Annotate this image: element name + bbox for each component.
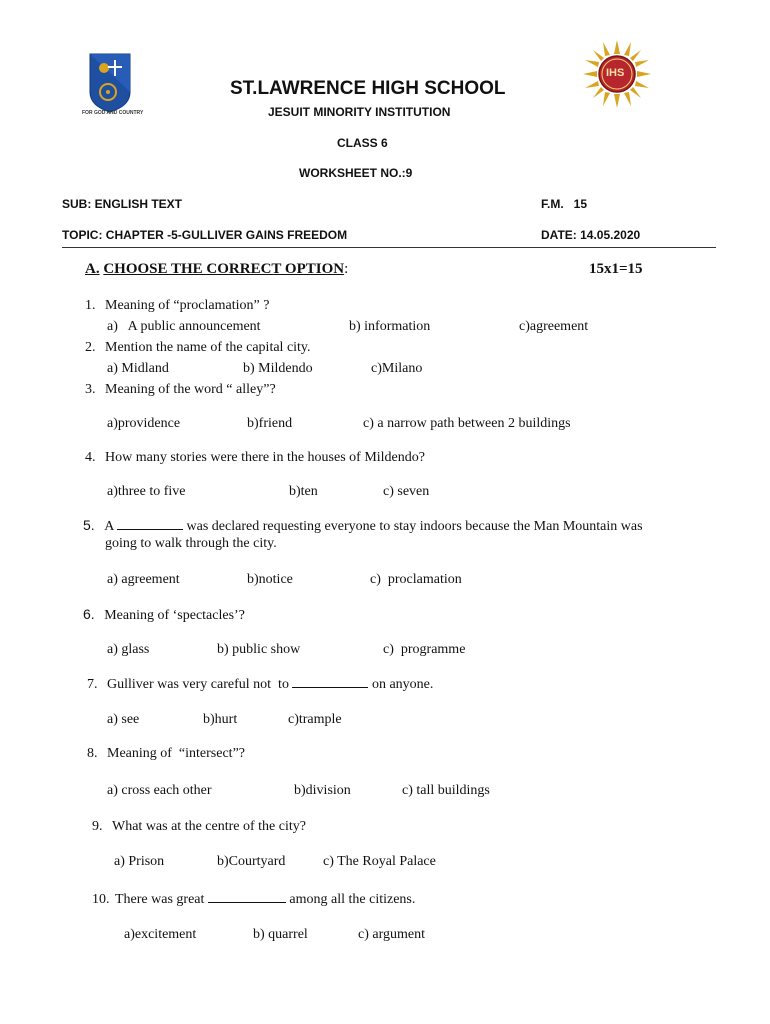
q5-option-c: c) proclamation bbox=[370, 572, 462, 587]
institution-label: JESUIT MINORITY INSTITUTION bbox=[268, 105, 451, 119]
question-4 bbox=[85, 450, 425, 466]
question-text: What was at the centre of the city? bbox=[112, 819, 306, 834]
question-text-start: There was great bbox=[115, 892, 205, 907]
question-7 bbox=[87, 676, 433, 693]
question-number: 8. bbox=[87, 746, 98, 761]
q5-line2: going to walk through the city. bbox=[105, 536, 277, 551]
q3-option-a: a)providence bbox=[107, 416, 181, 431]
section-colon: : bbox=[344, 261, 349, 277]
q9-option-b: b)Courtyard bbox=[217, 854, 286, 869]
question-number: 10. bbox=[92, 892, 110, 907]
question-number: 9. bbox=[92, 819, 103, 834]
question-number: 5. bbox=[83, 517, 95, 533]
q5-option-a: a) agreement bbox=[107, 572, 180, 587]
q1-option-a: a) A public announcement bbox=[107, 319, 261, 334]
class-label: CLASS 6 bbox=[337, 136, 388, 150]
answer-blank bbox=[117, 518, 183, 530]
question-text: Meaning of “proclamation” ? bbox=[105, 298, 270, 313]
q6-option-a: a) glass bbox=[107, 642, 150, 657]
answer-blank bbox=[292, 676, 368, 688]
q2-option-c: c)Milano bbox=[371, 361, 423, 376]
question-number: 1. bbox=[85, 298, 96, 313]
question-number: 4. bbox=[85, 450, 96, 465]
header-divider bbox=[62, 247, 716, 248]
answer-blank bbox=[208, 891, 286, 903]
question-10 bbox=[92, 891, 415, 908]
q2-option-b: b) Mildendo bbox=[243, 361, 313, 376]
date-label: DATE: 14.05.2020 bbox=[541, 228, 641, 242]
question-1 bbox=[85, 298, 269, 314]
question-5 bbox=[83, 517, 643, 535]
question-text-end: was declared requesting everyone to stay indoors because the Man Mountain was bbox=[186, 519, 643, 534]
question-number: 2. bbox=[85, 340, 96, 355]
question-text: Meaning of ‘spectacles’? bbox=[104, 608, 245, 623]
question-8 bbox=[87, 746, 245, 762]
question-9 bbox=[92, 819, 306, 835]
q2-option-a: a) Midland bbox=[107, 361, 169, 376]
q6-option-b: b) public show bbox=[217, 642, 301, 657]
q9-option-c: c) The Royal Palace bbox=[323, 854, 436, 869]
question-text: How many stories were there in the houses of Mildendo? bbox=[105, 450, 425, 465]
q4-option-c: c) seven bbox=[383, 484, 430, 499]
question-text-start: Gulliver was very careful not to bbox=[107, 677, 289, 692]
question-text: Mention the name of the capital city. bbox=[105, 340, 311, 355]
q7-option-a: a) see bbox=[107, 712, 140, 727]
section-title: CHOOSE THE CORRECT OPTION bbox=[103, 261, 345, 277]
q3-option-b: b)friend bbox=[247, 416, 293, 431]
question-text: Meaning of “intersect”? bbox=[107, 746, 245, 761]
q6-option-c: c) programme bbox=[383, 642, 466, 657]
q5-option-b: b)notice bbox=[247, 572, 293, 587]
seal-letters: IHS bbox=[606, 67, 625, 79]
q7-option-c: c)trample bbox=[288, 712, 342, 727]
school-crest-logo bbox=[82, 50, 144, 120]
question-2 bbox=[85, 340, 311, 356]
q4-option-b: b)ten bbox=[289, 484, 318, 499]
q10-option-a: a)excitement bbox=[124, 927, 197, 942]
q1-option-c: c)agreement bbox=[519, 319, 589, 334]
worksheet-label: WORKSHEET NO.:9 bbox=[299, 166, 413, 180]
ihs-seal-logo bbox=[583, 40, 651, 108]
question-number: 3. bbox=[85, 382, 96, 397]
topic-label: TOPIC: CHAPTER -5-GULLIVER GAINS FREEDOM bbox=[62, 228, 348, 242]
subject-label: SUB: ENGLISH TEXT bbox=[62, 197, 183, 211]
question-3 bbox=[85, 382, 276, 398]
question-text-end: among all the citizens. bbox=[289, 892, 416, 907]
q8-option-a: a) cross each other bbox=[107, 783, 212, 798]
question-number: 6. bbox=[83, 606, 95, 622]
q8-option-b: b)division bbox=[294, 783, 351, 798]
q10-option-c: c) argument bbox=[358, 927, 425, 942]
q9-option-a: a) Prison bbox=[114, 854, 165, 869]
q10-option-b: b) quarrel bbox=[253, 927, 308, 942]
full-marks-label: F.M. 15 bbox=[541, 197, 588, 211]
section-marks: 15x1=15 bbox=[589, 261, 643, 277]
question-text: Meaning of the word “ alley”? bbox=[105, 382, 276, 397]
q3-option-c: c) a narrow path between 2 buildings bbox=[363, 416, 571, 431]
q1-option-b: b) information bbox=[349, 319, 431, 334]
school-name: ST.LAWRENCE HIGH SCHOOL bbox=[230, 78, 506, 99]
crest-motto: FOR GOD AND COUNTRY bbox=[82, 110, 144, 116]
question-text-end: on anyone. bbox=[371, 677, 434, 692]
section-heading bbox=[85, 261, 348, 278]
q8-option-c: c) tall buildings bbox=[402, 783, 490, 798]
question-text-start: A bbox=[104, 519, 114, 534]
question-6 bbox=[83, 606, 245, 624]
question-number: 7. bbox=[87, 677, 98, 692]
q4-option-a: a)three to five bbox=[107, 484, 186, 499]
section-letter: A. bbox=[85, 261, 100, 277]
q7-option-b: b)hurt bbox=[203, 712, 238, 727]
